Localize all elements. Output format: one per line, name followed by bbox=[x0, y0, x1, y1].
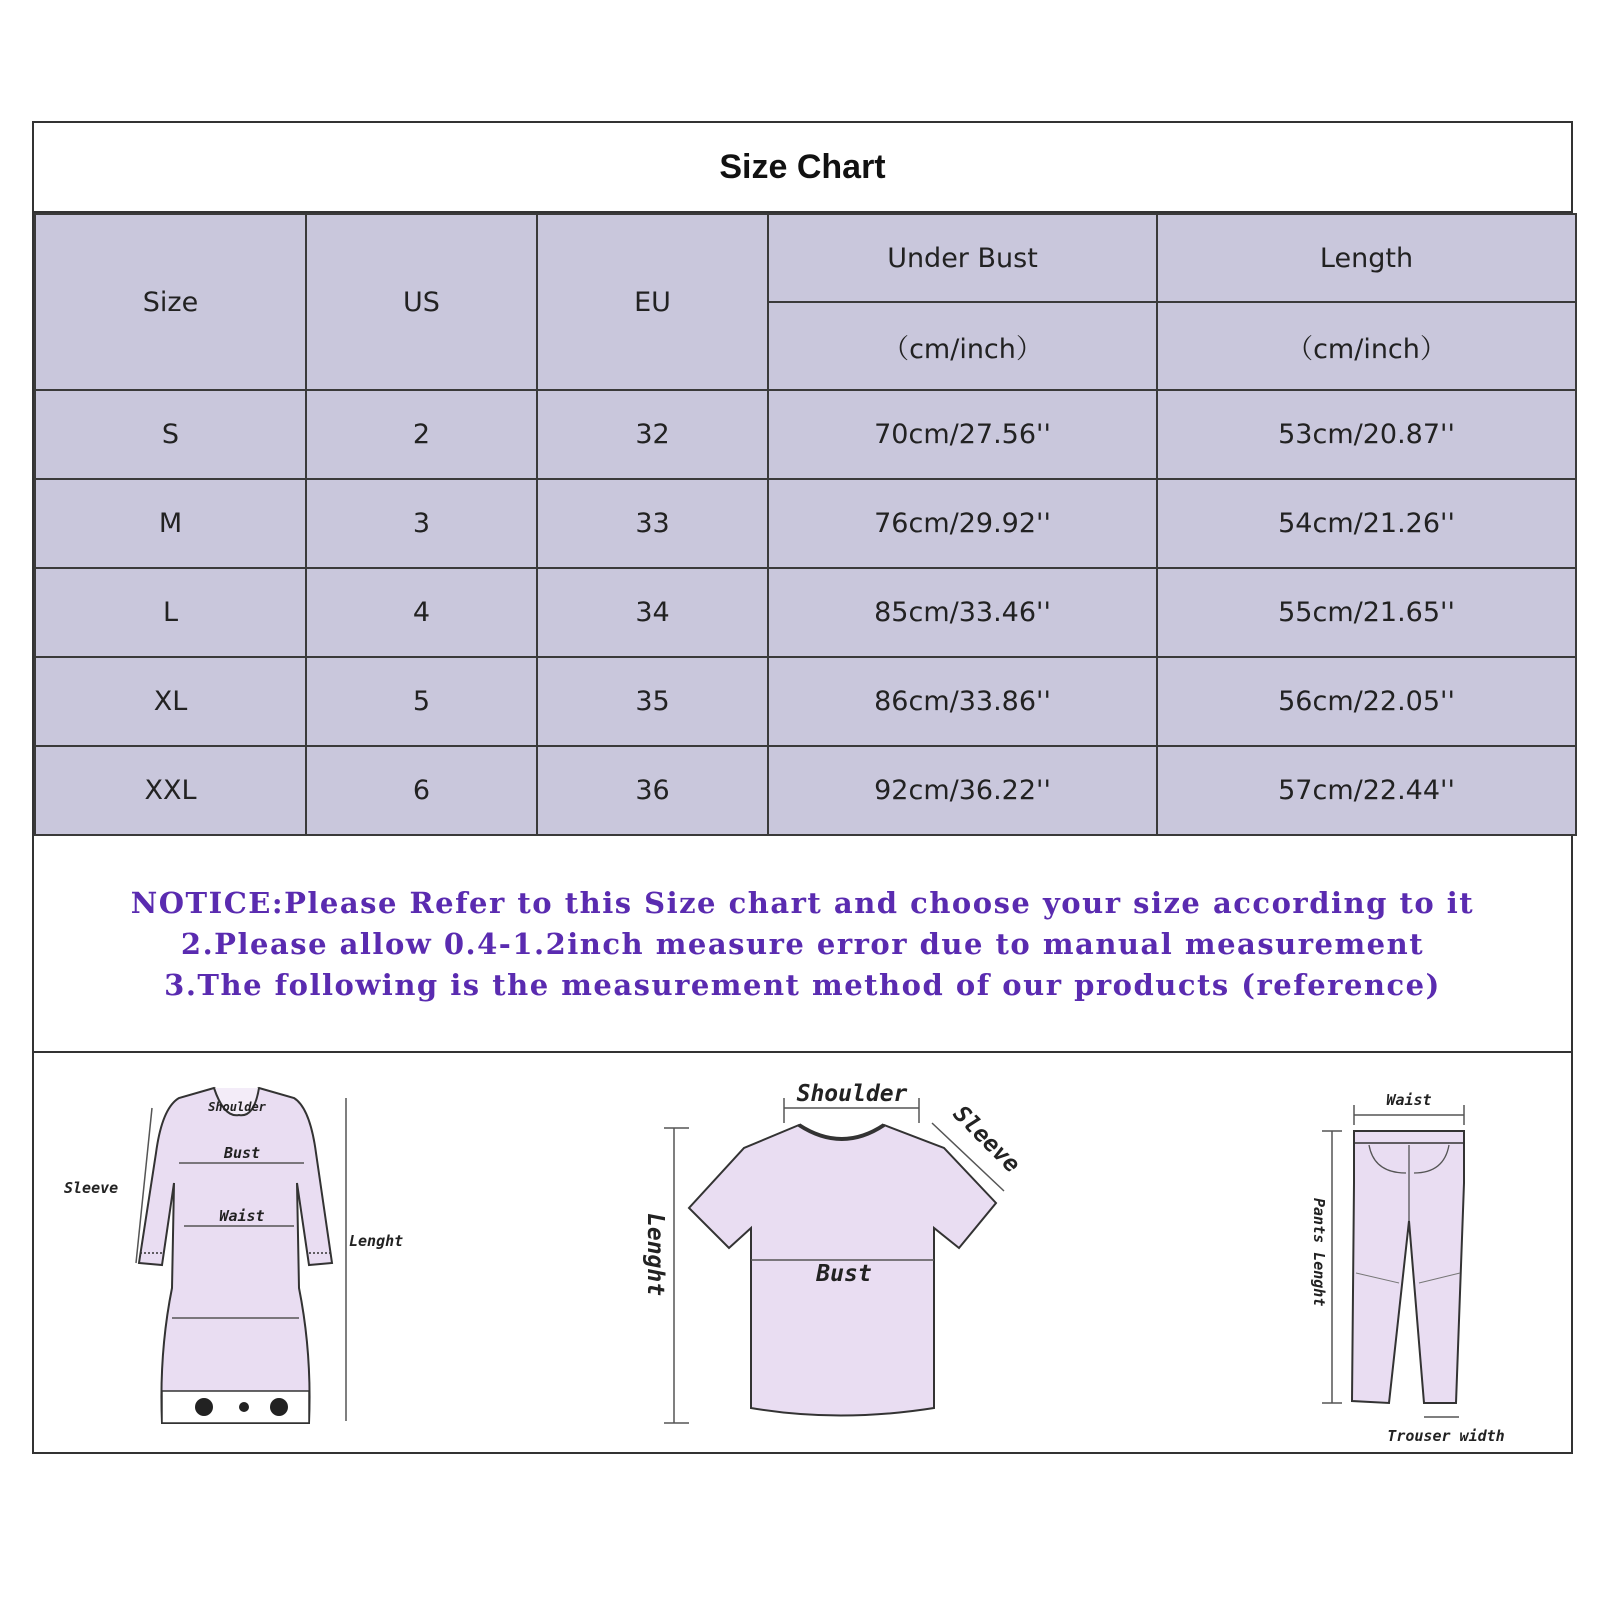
cell-us: 4 bbox=[306, 568, 537, 657]
header-eu: EU bbox=[537, 214, 768, 390]
pants-length-label: Pants Lenght bbox=[1310, 1198, 1328, 1307]
cell-eu: 34 bbox=[537, 568, 768, 657]
pants-waist-label: Waist bbox=[1386, 1091, 1432, 1109]
cell-eu: 36 bbox=[537, 746, 768, 835]
table-row bbox=[35, 479, 1576, 568]
header-row bbox=[35, 214, 1576, 302]
table-row bbox=[35, 568, 1576, 657]
cell-size: XL bbox=[35, 657, 306, 746]
cell-under-bust: 85cm/33.46'' bbox=[768, 568, 1157, 657]
cell-us: 6 bbox=[306, 746, 537, 835]
dress-waist-label: Waist bbox=[219, 1207, 265, 1225]
cell-eu: 35 bbox=[537, 657, 768, 746]
pants-trouser-width-label: Trouser width bbox=[1387, 1427, 1505, 1445]
cell-under-bust: 86cm/33.86'' bbox=[768, 657, 1157, 746]
cell-us: 3 bbox=[306, 479, 537, 568]
cell-length: 56cm/22.05'' bbox=[1157, 657, 1576, 746]
tshirt-sleeve-label: Sleeve bbox=[947, 1100, 1025, 1178]
pants-icon bbox=[1352, 1131, 1464, 1403]
cell-eu: 33 bbox=[537, 479, 768, 568]
measurement-illustrations bbox=[34, 1053, 1571, 1454]
cell-us: 2 bbox=[306, 390, 537, 479]
size-chart-frame bbox=[32, 121, 1573, 1454]
cell-size: M bbox=[35, 479, 306, 568]
pants-diagram bbox=[1284, 1063, 1564, 1448]
cell-size: XXL bbox=[35, 746, 306, 835]
dress-icon bbox=[139, 1088, 332, 1423]
tshirt-length-label: Lenght bbox=[642, 1213, 668, 1297]
table-row bbox=[35, 746, 1576, 835]
dress-length-label: Lenght bbox=[349, 1232, 404, 1250]
cell-length: 54cm/21.26'' bbox=[1157, 479, 1576, 568]
header-us: US bbox=[306, 214, 537, 390]
notice-line-2: 2.Please allow 0.4-1.2inch measure error due to manual measurement bbox=[180, 927, 1425, 961]
tshirt-diagram bbox=[634, 1063, 1054, 1443]
header-length: Length bbox=[1157, 214, 1576, 302]
header-under-bust-unit: （cm/inch） bbox=[768, 302, 1157, 390]
header-length-unit: （cm/inch） bbox=[1157, 302, 1576, 390]
dress-diagram bbox=[54, 1063, 434, 1443]
tshirt-shoulder-label: Shoulder bbox=[796, 1081, 908, 1107]
cell-eu: 32 bbox=[537, 390, 768, 479]
dress-shoulder-label: Shoulder bbox=[208, 1100, 266, 1114]
notice-line-1: NOTICE:Please Refer to this Size chart and choose your size according to it bbox=[130, 886, 1475, 920]
dress-sleeve-label: Sleeve bbox=[64, 1179, 119, 1197]
cell-length: 53cm/20.87'' bbox=[1157, 390, 1576, 479]
chart-title: Size Chart bbox=[34, 123, 1571, 213]
cell-length: 57cm/22.44'' bbox=[1157, 746, 1576, 835]
header-under-bust: Under Bust bbox=[768, 214, 1157, 302]
table-row bbox=[35, 390, 1576, 479]
notice-box bbox=[34, 838, 1571, 1053]
cell-under-bust: 76cm/29.92'' bbox=[768, 479, 1157, 568]
dress-bust-label: Bust bbox=[223, 1144, 261, 1162]
table-row bbox=[35, 657, 1576, 746]
cell-us: 5 bbox=[306, 657, 537, 746]
notice-line-3: 3.The following is the measurement method of our products (reference) bbox=[164, 968, 1441, 1002]
header-size: Size bbox=[35, 214, 306, 390]
cell-size: S bbox=[35, 390, 306, 479]
size-table bbox=[34, 213, 1577, 836]
cell-under-bust: 70cm/27.56'' bbox=[768, 390, 1157, 479]
cell-length: 55cm/21.65'' bbox=[1157, 568, 1576, 657]
tshirt-bust-label: Bust bbox=[816, 1261, 872, 1287]
cell-under-bust: 92cm/36.22'' bbox=[768, 746, 1157, 835]
cell-size: L bbox=[35, 568, 306, 657]
